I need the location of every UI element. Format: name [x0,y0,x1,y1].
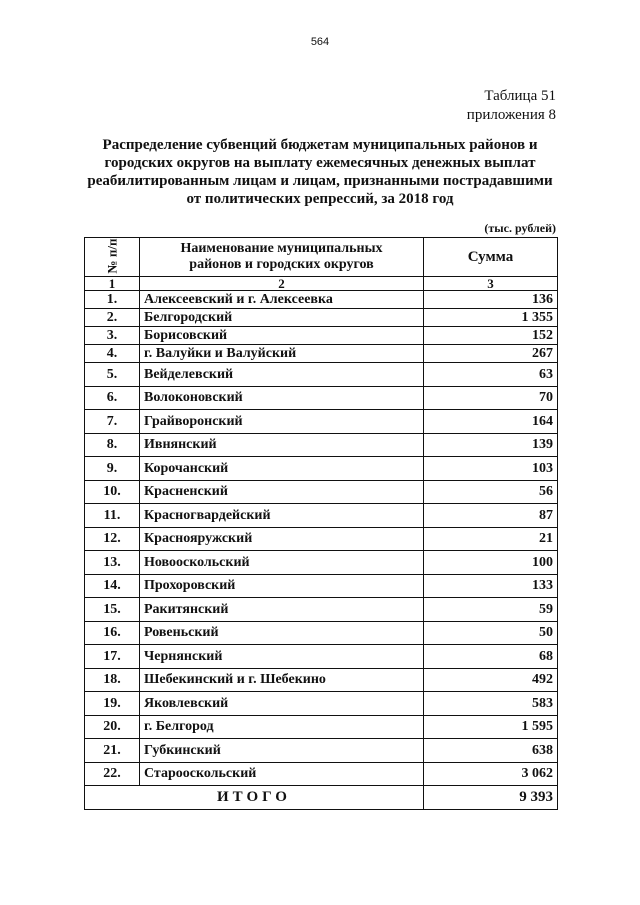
total-value: 9 393 [424,786,558,810]
row-number: 15. [85,598,140,622]
row-name: Борисовский [140,327,424,345]
row-name: Старооскольский [140,762,424,786]
row-value: 68 [424,645,558,669]
table-row [85,504,558,528]
table-row [85,715,558,739]
row-value: 136 [424,291,558,309]
row-value: 1 355 [424,309,558,327]
row-name: Шебекинский и г. Шебекино [140,668,424,692]
header-name-line1: Наименование муниципальных [180,241,383,256]
table-row [85,480,558,504]
title-line1: Распределение субвенций бюджетам муниципальных районов и [102,137,538,153]
total-row [85,786,558,810]
row-number: 7. [85,410,140,434]
table-row [85,668,558,692]
total-label: ИТОГО [85,786,424,810]
row-name: Алексеевский и г. Алексеевка [140,291,424,309]
row-value: 152 [424,327,558,345]
row-name: Грайворонский [140,410,424,434]
row-name: Вейделевский [140,363,424,387]
row-name: Прохоровский [140,574,424,598]
column-index-3: 3 [424,277,558,291]
document-title [80,136,560,208]
table-row [85,386,558,410]
row-name: Белгородский [140,309,424,327]
header-num: № п/п [85,238,140,277]
column-index-row [85,277,558,291]
row-number: 4. [85,345,140,363]
row-value: 1 595 [424,715,558,739]
row-name: Новооскольский [140,551,424,575]
table-reference [467,87,556,125]
row-number: 20. [85,715,140,739]
row-name: Яковлевский [140,692,424,716]
row-name: г. Валуйки и Валуйский [140,345,424,363]
row-value: 139 [424,433,558,457]
row-number: 19. [85,692,140,716]
row-name: Краснояружский [140,527,424,551]
title-line2: городских округов на выплату ежемесячных денежных выплат [104,155,536,171]
table-row [85,457,558,481]
table-row [85,527,558,551]
table-row [85,574,558,598]
row-name: Губкинский [140,739,424,763]
table-row [85,433,558,457]
subventions-table [84,237,558,810]
row-value: 164 [424,410,558,434]
page-number: 564 [310,36,330,48]
row-value: 492 [424,668,558,692]
table-row [85,621,558,645]
row-name: Чернянский [140,645,424,669]
row-value: 63 [424,363,558,387]
row-number: 2. [85,309,140,327]
row-number: 10. [85,480,140,504]
row-value: 50 [424,621,558,645]
row-number: 16. [85,621,140,645]
row-number: 9. [85,457,140,481]
row-number: 1. [85,291,140,309]
row-number: 18. [85,668,140,692]
table-row [85,291,558,309]
row-value: 70 [424,386,558,410]
column-index-1: 1 [85,277,140,291]
row-name: г. Белгород [140,715,424,739]
row-number: 17. [85,645,140,669]
row-number: 6. [85,386,140,410]
row-value: 133 [424,574,558,598]
title-line3: реабилитированным лицам и лицам, признанными пострадавшими [87,173,553,189]
row-name: Корочанский [140,457,424,481]
row-value: 3 062 [424,762,558,786]
table-header-row [85,238,558,277]
header-name-line2: районов и городских округов [189,257,374,272]
row-value: 103 [424,457,558,481]
table-row [85,410,558,434]
row-name: Ивнянский [140,433,424,457]
row-value: 59 [424,598,558,622]
column-index-2: 2 [140,277,424,291]
row-number: 22. [85,762,140,786]
row-name: Ровеньский [140,621,424,645]
row-number: 5. [85,363,140,387]
row-value: 56 [424,480,558,504]
table-ref-line2: приложения 8 [466,107,556,123]
row-name: Красненский [140,480,424,504]
title-line4: от политических репрессий, за 2018 год [186,191,454,207]
row-number: 11. [85,504,140,528]
row-value: 583 [424,692,558,716]
row-number: 8. [85,433,140,457]
row-name: Красногвардейский [140,504,424,528]
table-row [85,598,558,622]
row-number: 13. [85,551,140,575]
row-value: 87 [424,504,558,528]
table-row [85,309,558,327]
table-row [85,327,558,345]
header-name [140,238,424,277]
table-row [85,692,558,716]
table-row [85,345,558,363]
row-value: 21 [424,527,558,551]
row-value: 638 [424,739,558,763]
unit-label: (тыс. рублей) [484,221,556,235]
row-name: Волоконовский [140,386,424,410]
table-row [85,739,558,763]
header-sum: Сумма [424,238,558,277]
table-row [85,762,558,786]
row-number: 3. [85,327,140,345]
row-number: 14. [85,574,140,598]
row-name: Ракитянский [140,598,424,622]
row-number: 12. [85,527,140,551]
table-row [85,363,558,387]
table-row [85,645,558,669]
row-number: 21. [85,739,140,763]
table-body [85,291,558,786]
table-ref-line1: Таблица 51 [484,88,556,104]
row-value: 100 [424,551,558,575]
row-value: 267 [424,345,558,363]
table-row [85,551,558,575]
